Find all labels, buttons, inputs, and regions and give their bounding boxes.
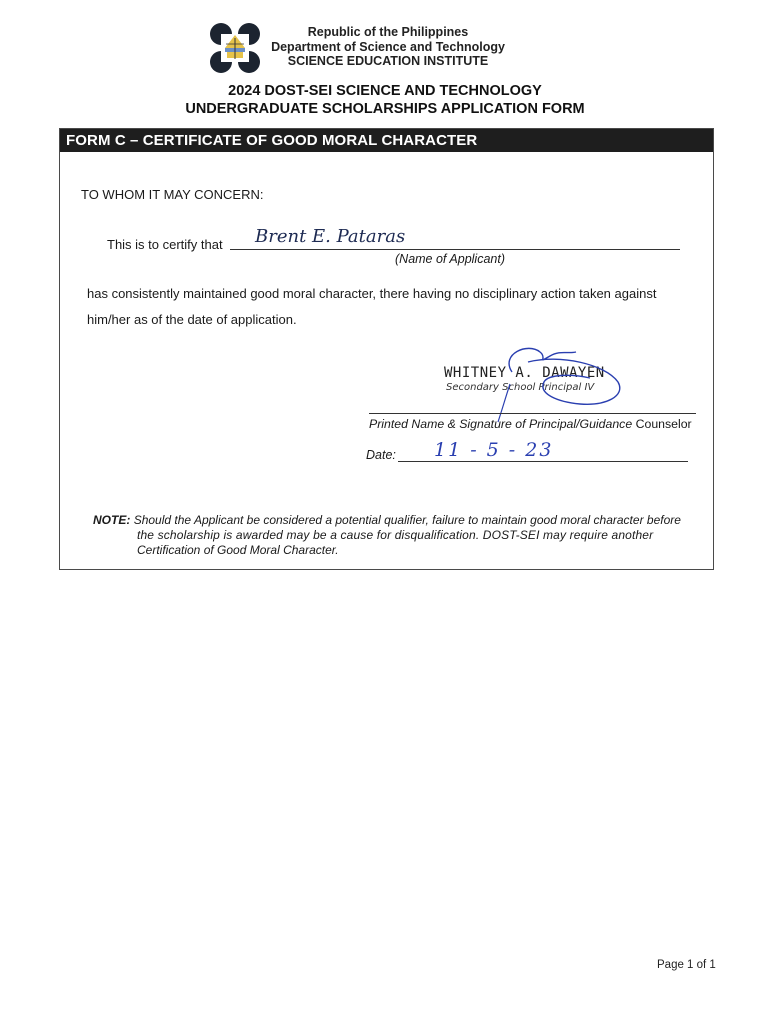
dost-seal-icon xyxy=(208,21,262,75)
signatory-title: Secondary School Principal IV xyxy=(446,382,595,393)
note-line-2: the scholarship is awarded may be a cause for disqualification. DOST-SEI may require another xyxy=(137,528,654,542)
body-line-2: him/her as of the date of application. xyxy=(87,312,297,327)
section-title: FORM C – CERTIFICATE OF GOOD MORAL CHARACTER xyxy=(60,129,713,152)
note-label: NOTE: xyxy=(93,513,131,527)
agency-institute: SCIENCE EDUCATION INSTITUTE xyxy=(287,54,489,68)
signature-caption xyxy=(369,417,692,431)
agency-block xyxy=(258,25,518,69)
date-label: Date: xyxy=(366,448,396,462)
applicant-name: Brent E. Pataras xyxy=(255,226,406,247)
form-title-line2: UNDERGRADUATE SCHOLARSHIPS APPLICATION FORM xyxy=(185,101,585,117)
page-number: Page 1 of 1 xyxy=(657,959,716,971)
signature-caption-text: Printed Name & Signature of Principal/Guidance xyxy=(369,417,633,431)
date-value: 11 - 5 - 23 xyxy=(434,439,554,461)
note-text-1: Should the Applicant be considered a potential qualifier, failure to maintain good moral character before xyxy=(133,513,681,527)
signatory-name: WHITNEY A. DAWAYEN xyxy=(444,365,605,381)
signature-caption-counselor: Counselor xyxy=(635,417,692,431)
date-line xyxy=(398,461,688,462)
signature-scribble-icon xyxy=(440,334,625,424)
note-line-1 xyxy=(93,513,681,527)
form-title-line1: 2024 DOST-SEI SCIENCE AND TECHNOLOGY xyxy=(228,83,542,99)
certify-prefix: This is to certify that xyxy=(107,237,223,252)
certificate-box xyxy=(59,128,714,570)
form-title xyxy=(150,82,620,118)
note-line-3: Certification of Good Moral Character. xyxy=(137,543,339,557)
agency-country: Republic of the Philippines xyxy=(307,25,469,39)
salutation: TO WHOM IT MAY CONCERN: xyxy=(81,187,264,202)
body-line-1: has consistently maintained good moral character, there having no disciplinary action taken against xyxy=(87,286,657,301)
agency-department: Department of Science and Technology xyxy=(271,39,505,54)
signature-line xyxy=(369,413,696,414)
applicant-name-line xyxy=(230,249,680,250)
applicant-caption: (Name of Applicant) xyxy=(395,252,505,266)
